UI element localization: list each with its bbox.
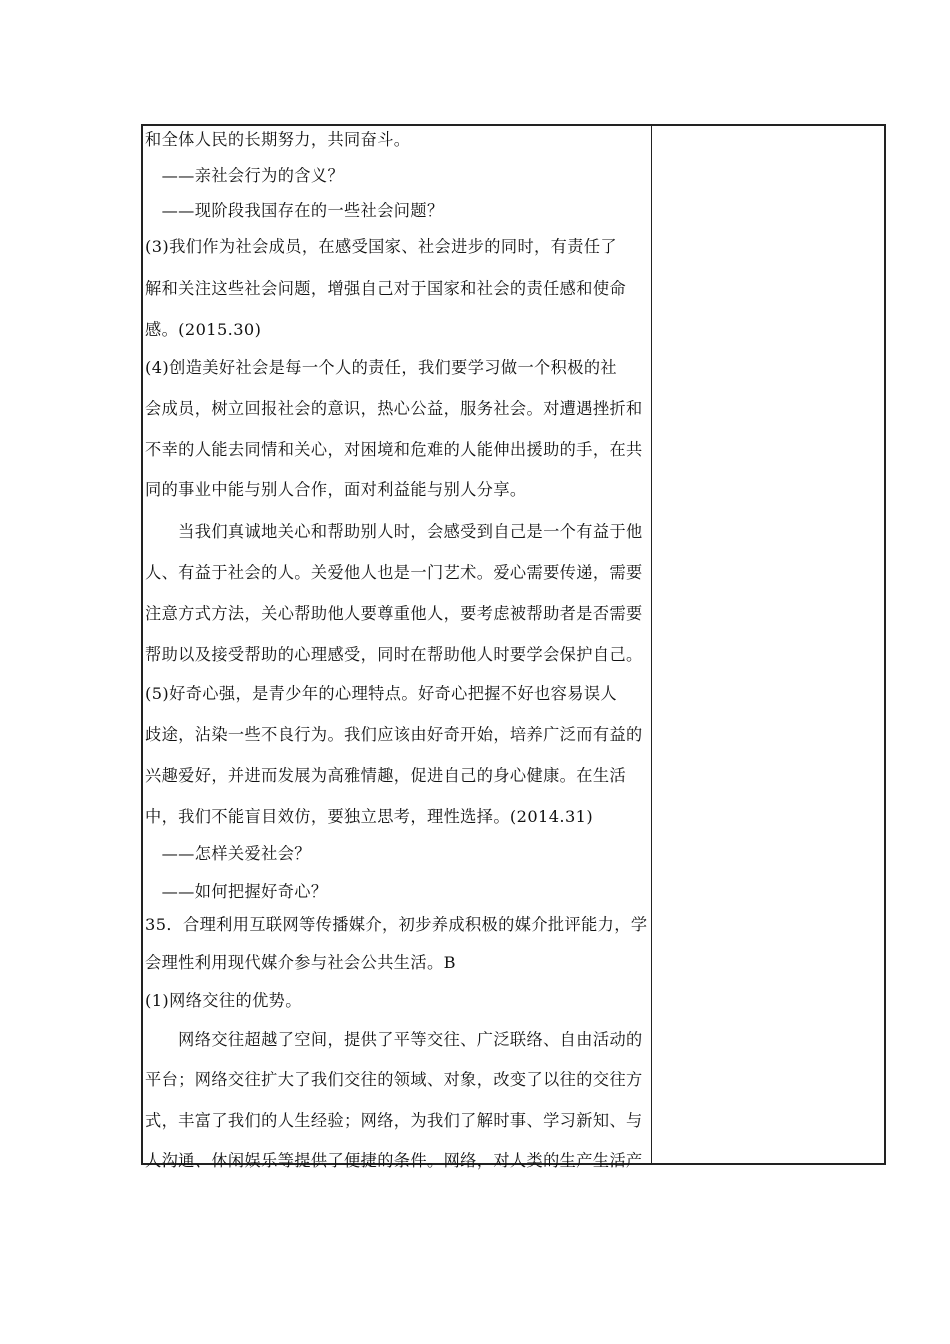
text-line: 会理性利用现代媒介参与社会公共生活。B xyxy=(145,953,456,972)
text-line: 中，我们不能盲目效仿，要独立思考，理性选择。(2014.31) xyxy=(145,807,594,826)
text-line: 不幸的人能去同情和关心，对困境和危难的人能伸出援助的手，在共 xyxy=(145,440,643,459)
side-notes-cell xyxy=(652,126,884,1163)
text-line: ——亲社会行为的含义？ xyxy=(145,166,345,185)
main-text-cell xyxy=(143,126,651,1170)
text-line: ——如何把握好奇心？ xyxy=(145,882,328,901)
text-line: 人沟通、休闲娱乐等提供了便捷的条件。网络，对人类的生产生活产 xyxy=(145,1151,643,1170)
text-line: (4)创造美好社会是每一个人的责任，我们要学习做一个积极的社 xyxy=(145,358,617,377)
text-line: (5)好奇心强，是青少年的心理特点。好奇心把握不好也容易误人 xyxy=(145,684,617,703)
text-line: 注意方式方法，关心帮助他人要尊重他人，要考虑被帮助者是否需要 xyxy=(145,604,643,623)
text-line: 人、有益于社会的人。关爱他人也是一门艺术。爱心需要传递，需要 xyxy=(145,563,643,582)
text-line: 平台；网络交往扩大了我们交往的领域、对象，改变了以往的交往方 xyxy=(145,1070,643,1089)
text-line: 解和关注这些社会问题，增强自己对于国家和社会的责任感和使命 xyxy=(145,279,627,298)
text-line: 帮助以及接受帮助的心理感受，同时在帮助他人时要学会保护自己。 xyxy=(145,645,643,664)
text-line: (3)我们作为社会成员，在感受国家、社会进步的同时，有责任了 xyxy=(145,237,617,256)
text-line: 当我们真诚地关心和帮助别人时，会感受到自己是一个有益于他 xyxy=(145,522,643,541)
text-line: 式，丰富了我们的人生经验；网络，为我们了解时事、学习新知、与 xyxy=(145,1111,643,1130)
text-line: 35．合理利用互联网等传播媒介，初步养成积极的媒介批评能力，学 xyxy=(145,915,648,934)
text-line: 歧途，沾染一些不良行为。我们应该由好奇开始，培养广泛而有益的 xyxy=(145,725,643,744)
text-line: ——现阶段我国存在的一些社会问题？ xyxy=(145,201,444,220)
text-line: 会成员，树立回报社会的意识，热心公益，服务社会。对遭遇挫折和 xyxy=(145,399,643,418)
text-line: ——怎样关爱社会？ xyxy=(145,844,311,863)
text-line: (1)网络交往的优势。 xyxy=(145,991,302,1010)
document-table xyxy=(141,124,886,1170)
text-line: 网络交往超越了空间，提供了平等交往、广泛联络、自由活动的 xyxy=(145,1030,643,1049)
text-line: 和全体人民的长期努力，共同奋斗。 xyxy=(145,130,411,149)
text-line: 同的事业中能与别人合作，面对利益能与别人分享。 xyxy=(145,480,527,499)
text-line: 感。(2015.30) xyxy=(145,320,262,339)
text-line: 兴趣爱好，并进而发展为高雅情趣，促进自己的身心健康。在生活 xyxy=(145,766,627,785)
